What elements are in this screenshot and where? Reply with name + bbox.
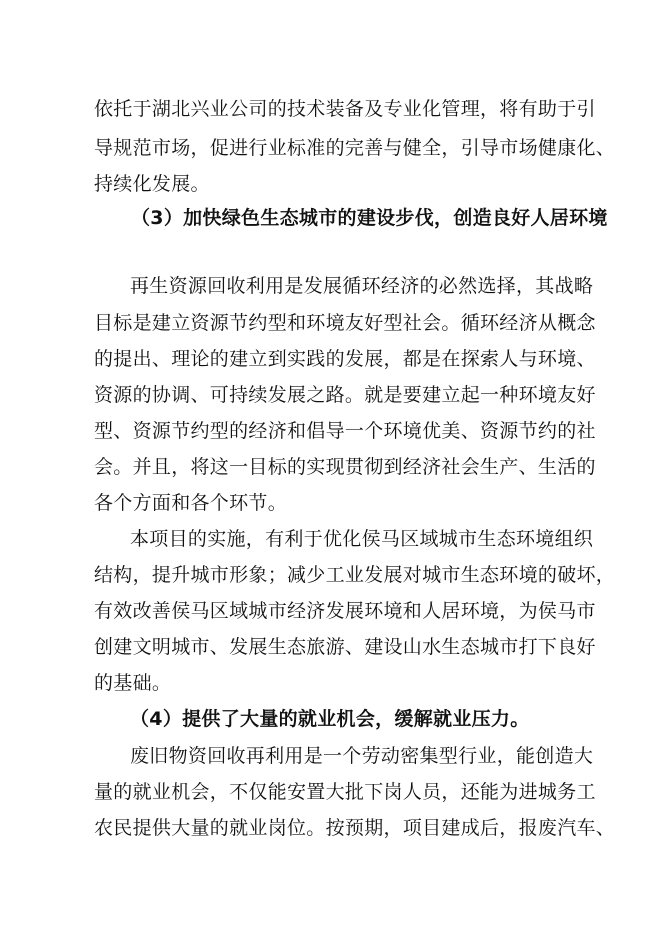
- text-line: 目标是建立资源节约型和环境友好型社会。循环经济从概念: [94, 312, 596, 334]
- text-line: 依托于湖北兴业公司的技术装备及专业化管理，将有助于引: [94, 98, 596, 120]
- text-line: 的基础。: [94, 672, 172, 694]
- paragraph-first-line: 再生资源回收利用是发展循环经济的必然选择，其战略: [130, 275, 594, 297]
- text-line: 型、资源节约型的经济和倡导一个环境优美、资源节约的社: [94, 420, 596, 442]
- text-line: 资源的协调、可持续发展之路。就是要建立起一种环境友好: [94, 384, 596, 406]
- text-line: 结构，提升城市形象；减少工业发展对城市生态环境的破坏，: [94, 564, 616, 586]
- text-line: 各个方面和各个环节。: [94, 492, 288, 514]
- section-heading: （4）提供了大量的就业机会，缓解就业压力。: [130, 708, 530, 730]
- paragraph-first-line: 废旧物资回收再利用是一个劳动密集型行业，能创造大: [130, 745, 594, 767]
- text-line: 的提出、理论的建立到实践的发展，都是在探索人与环境、: [94, 348, 596, 370]
- section-heading: （3）加快绿色生态城市的建设步伐，创造良好人居环境: [131, 207, 608, 229]
- text-line: 农民提供大量的就业岗位。按预期，项目建成后，报废汽车、: [94, 817, 616, 839]
- text-line: 创建文明城市、发展生态旅游、建设山水生态城市打下良好: [94, 636, 596, 658]
- text-line: 有效改善侯马区域城市经济发展环境和人居环境，为侯马市: [94, 600, 596, 622]
- text-line: 导规范市场，促进行业标准的完善与健全，引导市场健康化、: [94, 137, 616, 159]
- text-line: 会。并且，将这一目标的实现贯彻到经济社会生产、生活的: [94, 456, 596, 478]
- text-line: 持续化发展。: [94, 173, 210, 195]
- paragraph-first-line: 本项目的实施，有利于优化侯马区域城市生态环境组织: [130, 528, 594, 550]
- text-line: 量的就业机会，不仅能安置大批下岗人员，还能为进城务工: [94, 781, 596, 803]
